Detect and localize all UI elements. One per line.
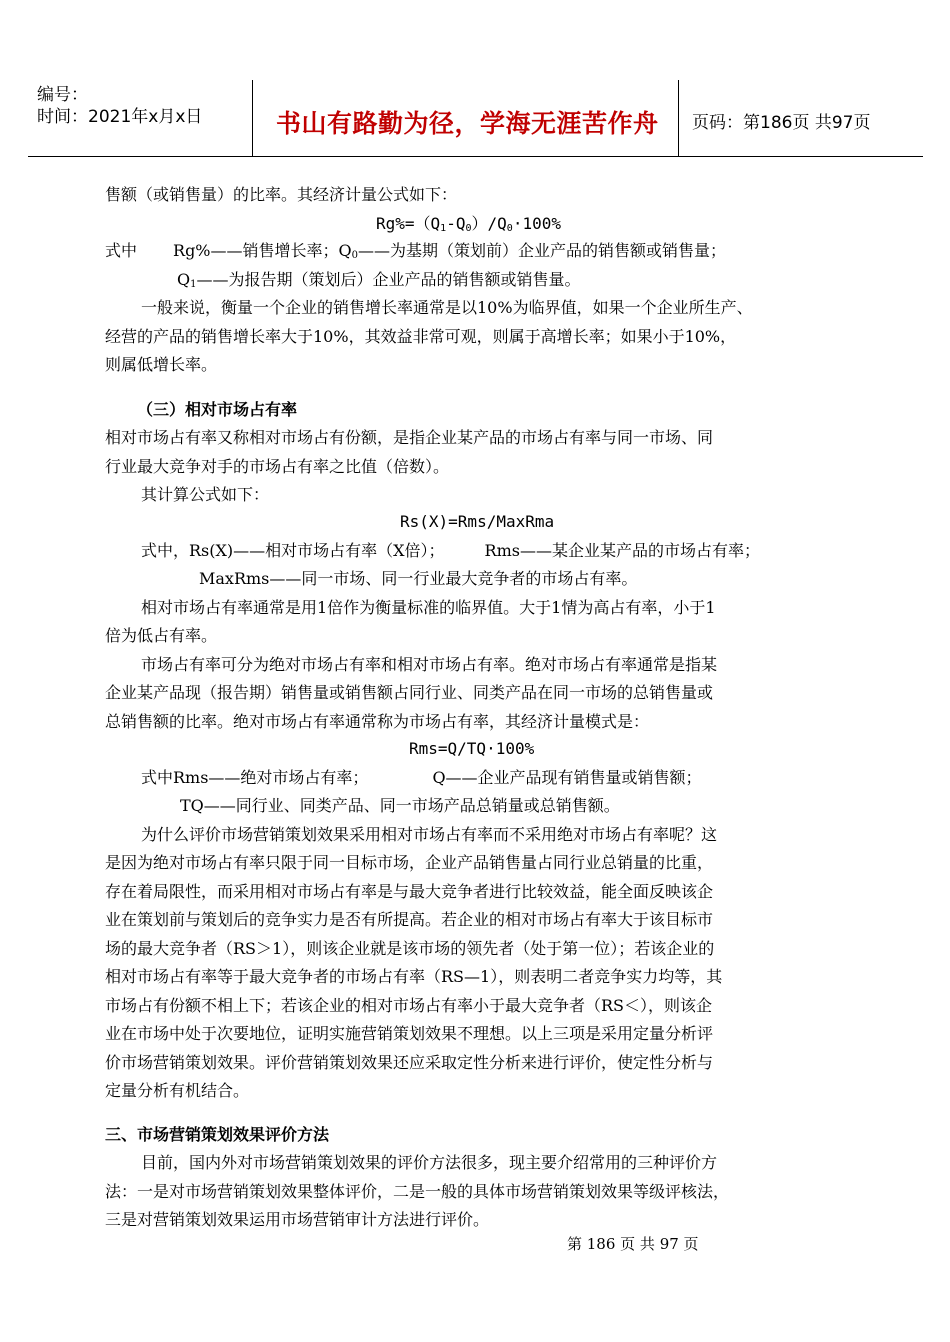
paragraph-line: 行业最大竞争对手的市场占有率之比值（倍数）。 [105, 457, 450, 476]
formula-growth-rate: $Rg\%=(Q_1-Q_0)/Q_0\cdot 100\%$ [376, 214, 561, 234]
paragraph-line: 倍为低占有率。 [105, 626, 218, 645]
paragraph-line: 则属低增长率。 [105, 355, 218, 374]
document-time-label: 时间：2021年x月x日 [37, 107, 203, 127]
page-header [0, 0, 950, 160]
paragraph-line: 相对市场占有率等于最大竞争者的市场占有率（RS—1），则表明二者竞争实力均等，其 [105, 967, 723, 986]
paragraph-line: TQ——同行业、同类产品、同一市场产品总销量或总销售额。 [180, 796, 620, 815]
formula-relative-share: Rs(X)=Rms/MaxRma [400, 512, 555, 531]
paragraph-line: MaxRms——同一市场、同一行业最大竞争者的市场占有率。 [199, 569, 638, 588]
paragraph-line: 目前，国内外对市场营销策划效果的评价方法很多，现主要介绍常用的三种评价方 [141, 1153, 718, 1172]
paragraph-line: 是因为绝对市场占有率只限于同一目标市场，企业产品销售量占同行业总销量的比重， [105, 853, 714, 872]
paragraph-line: 售额（或销售量）的比率。其经济计量公式如下： [105, 185, 458, 204]
header-divider-right [678, 80, 679, 157]
header-page-info: 页码：第186页 共97页 [692, 113, 871, 133]
paragraph-line: 企业某产品现（报告期）销售量或销售额占同行业、同类产品在同一市场的总销售量或 [105, 683, 714, 702]
paragraph-line: 价市场营销策划效果。评价营销策划效果还应采取定性分析来进行评价，使定性分析与 [105, 1053, 714, 1072]
formula-absolute-share: Rms=Q/TQ·100% [409, 739, 535, 758]
paragraph-line: 式中 Rg%——销售增长率；$Q_0——$为基期（策划前）企业产品的销售额或销售量； [105, 241, 727, 261]
paragraph-line: 相对市场占有率通常是用1倍作为衡量标准的临界值。大于1情为高占有率，小于1 [141, 598, 716, 617]
section-heading: 三、市场营销策划效果评价方法 [105, 1125, 330, 1144]
paragraph-line: 市场占有率可分为绝对市场占有率和相对市场占有率。绝对市场占有率通常是指某 [141, 655, 718, 674]
paragraph-line: 一般来说，衡量一个企业的销售增长率通常是以10%为临界值，如果一个企业所生产、 [141, 298, 753, 317]
paragraph-line: 为什么评价市场营销策划效果采用相对市场占有率而不采用绝对市场占有率呢？这 [141, 825, 718, 844]
paragraph-line: 相对市场占有率又称相对市场占有份额，是指企业某产品的市场占有率与同一市场、同 [105, 428, 714, 447]
header-divider-left [252, 80, 253, 157]
paragraph-line: 存在着局限性，而采用相对市场占有率是与最大竞争者进行比较效益，能全面反映该企 [105, 882, 714, 901]
paragraph-line: 式中Rms——绝对市场占有率； Q——企业产品现有销售量或销售额； [141, 768, 702, 787]
paragraph-line: $Q_1——$为报告期（策划后）企业产品的销售额或销售量。 [177, 270, 581, 290]
paragraph-line: 定量分析有机结合。 [105, 1081, 250, 1100]
paragraph-line: 总销售额的比率。绝对市场占有率通常称为市场占有率，其经济计量模式是： [105, 712, 650, 731]
paragraph-line: 业在市场中处于次要地位，证明实施营销策划效果不理想。以上三项是采用定量分析评 [105, 1024, 714, 1043]
paragraph-line: 三是对营销策划效果运用市场营销审计方法进行评价。 [105, 1210, 490, 1229]
header-rule [28, 156, 923, 157]
paragraph-line: 经营的产品的销售增长率大于10%，其效益非常可观，则属于高增长率；如果小于10%， [105, 327, 737, 346]
header-motto: 书山有路勤为径，学海无涯苦作舟 [276, 109, 659, 138]
paragraph-line: 市场占有份额不相上下；若该企业的相对市场占有率小于最大竞争者（RS＜），则该企 [105, 996, 713, 1015]
document-number-label: 编号： [37, 85, 88, 105]
paragraph-line: 其计算公式如下： [141, 485, 270, 504]
paragraph-line: 式中，Rs(X)——相对市场占有率（X倍）； Rms——某企业某产品的市场占有率； [141, 541, 760, 560]
paragraph-line: 业在策划前与策划后的竞争实力是否有所提高。若企业的相对市场占有率大于该目标市 [105, 910, 714, 929]
paragraph-line: 场的最大竞争者（RS＞1），则该企业就是该市场的领先者（处于第一位）；若该企业的 [105, 939, 715, 958]
section-heading: （三）相对市场占有率 [137, 400, 298, 419]
paragraph-line: 法：一是对市场营销策划效果整体评价，二是一般的具体市场营销策划效果等级评核法， [105, 1182, 730, 1201]
page-footer: 第 186 页 共 97 页 [567, 1235, 699, 1253]
